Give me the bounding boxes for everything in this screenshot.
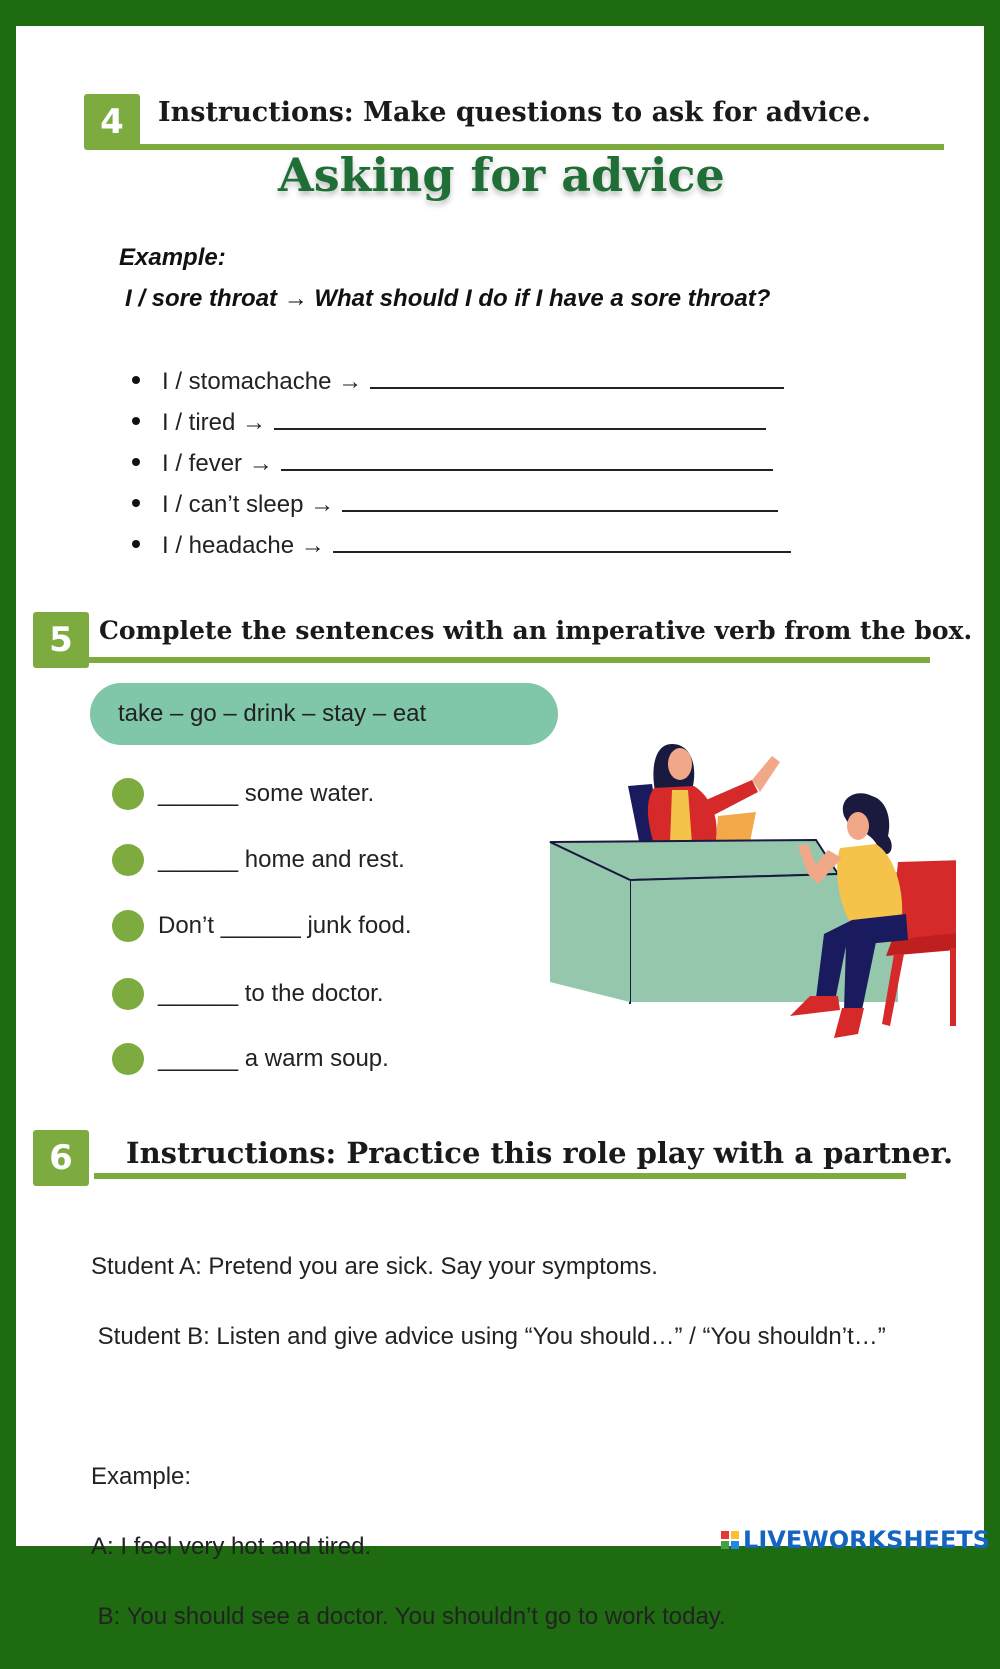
sentence-text[interactable]: ______ a warm soup. [158,1045,389,1073]
answer-field[interactable] [333,533,791,553]
role-play-text [91,1214,891,1669]
text-line: A: I feel very hot and tired. [91,1529,891,1564]
list-item [132,368,784,396]
green-dot-icon [112,1043,144,1075]
bullet-icon [132,499,140,507]
worksheet-page [16,26,984,1546]
bullet-icon [132,417,140,425]
section-6-number: 6 [33,1130,89,1186]
section-5-number: 5 [33,612,89,668]
green-dot-icon [112,910,144,942]
answer-field[interactable] [281,451,773,471]
text-line: Example: [91,1459,891,1494]
example-text: I / sore throat → What should I do if I have a sore throat? [125,285,770,313]
sentence-row [112,978,384,1010]
logo-grid-icon [721,1531,739,1549]
sentence-text[interactable]: Don’t ______ junk food. [158,912,412,940]
sentence-row [112,1043,389,1075]
bullet-icon [132,540,140,548]
section-6-instruction: Instructions: Practice this role play with a partner. [126,1136,953,1170]
green-dot-icon [112,778,144,810]
answer-field[interactable] [274,410,766,430]
item-prompt: I / tired → [162,409,266,437]
word-box: take – go – drink – stay – eat [90,683,558,745]
list-item [132,409,766,437]
text-line [91,1389,891,1424]
page-title: Asking for advice [278,148,725,202]
sentence-row [112,778,374,810]
section-5-instruction: Complete the sentences with an imperative verb from the box. [99,616,972,645]
logo-text: LIVEWORKSHEETS [743,1526,990,1554]
list-item [132,450,773,478]
item-prompt: I / stomachache → [162,368,362,396]
answer-field[interactable] [342,492,778,512]
list-item [132,491,778,519]
sentence-row [112,910,412,942]
sentence-text[interactable]: ______ to the doctor. [158,980,384,1008]
text-line: Student B: Listen and give advice using “You should…” / “You shouldn’t…” [91,1319,891,1354]
green-dot-icon [112,844,144,876]
item-prompt: I / headache → [162,532,325,560]
green-dot-icon [112,978,144,1010]
list-item [132,532,791,560]
section-6-rule [94,1173,906,1179]
sentence-text[interactable]: ______ some water. [158,780,374,808]
section-4-instruction: Instructions: Make questions to ask for advice. [158,97,871,128]
section-4-number: 4 [84,94,140,150]
text-line: B: You should see a doctor. You shouldn’t go to work today. [91,1599,891,1634]
example-label: Example: [119,244,226,272]
bullet-icon [132,458,140,466]
text-line: Student A: Pretend you are sick. Say your symptoms. [91,1249,891,1284]
answer-field[interactable] [370,369,784,389]
bullet-icon [132,376,140,384]
section-5-rule [86,657,930,663]
sentence-row [112,844,405,876]
sentence-text[interactable]: ______ home and rest. [158,846,405,874]
item-prompt: I / can’t sleep → [162,491,334,519]
item-prompt: I / fever → [162,450,273,478]
doctor-patient-illustration [546,734,956,1044]
liveworksheets-logo[interactable] [721,1526,990,1554]
